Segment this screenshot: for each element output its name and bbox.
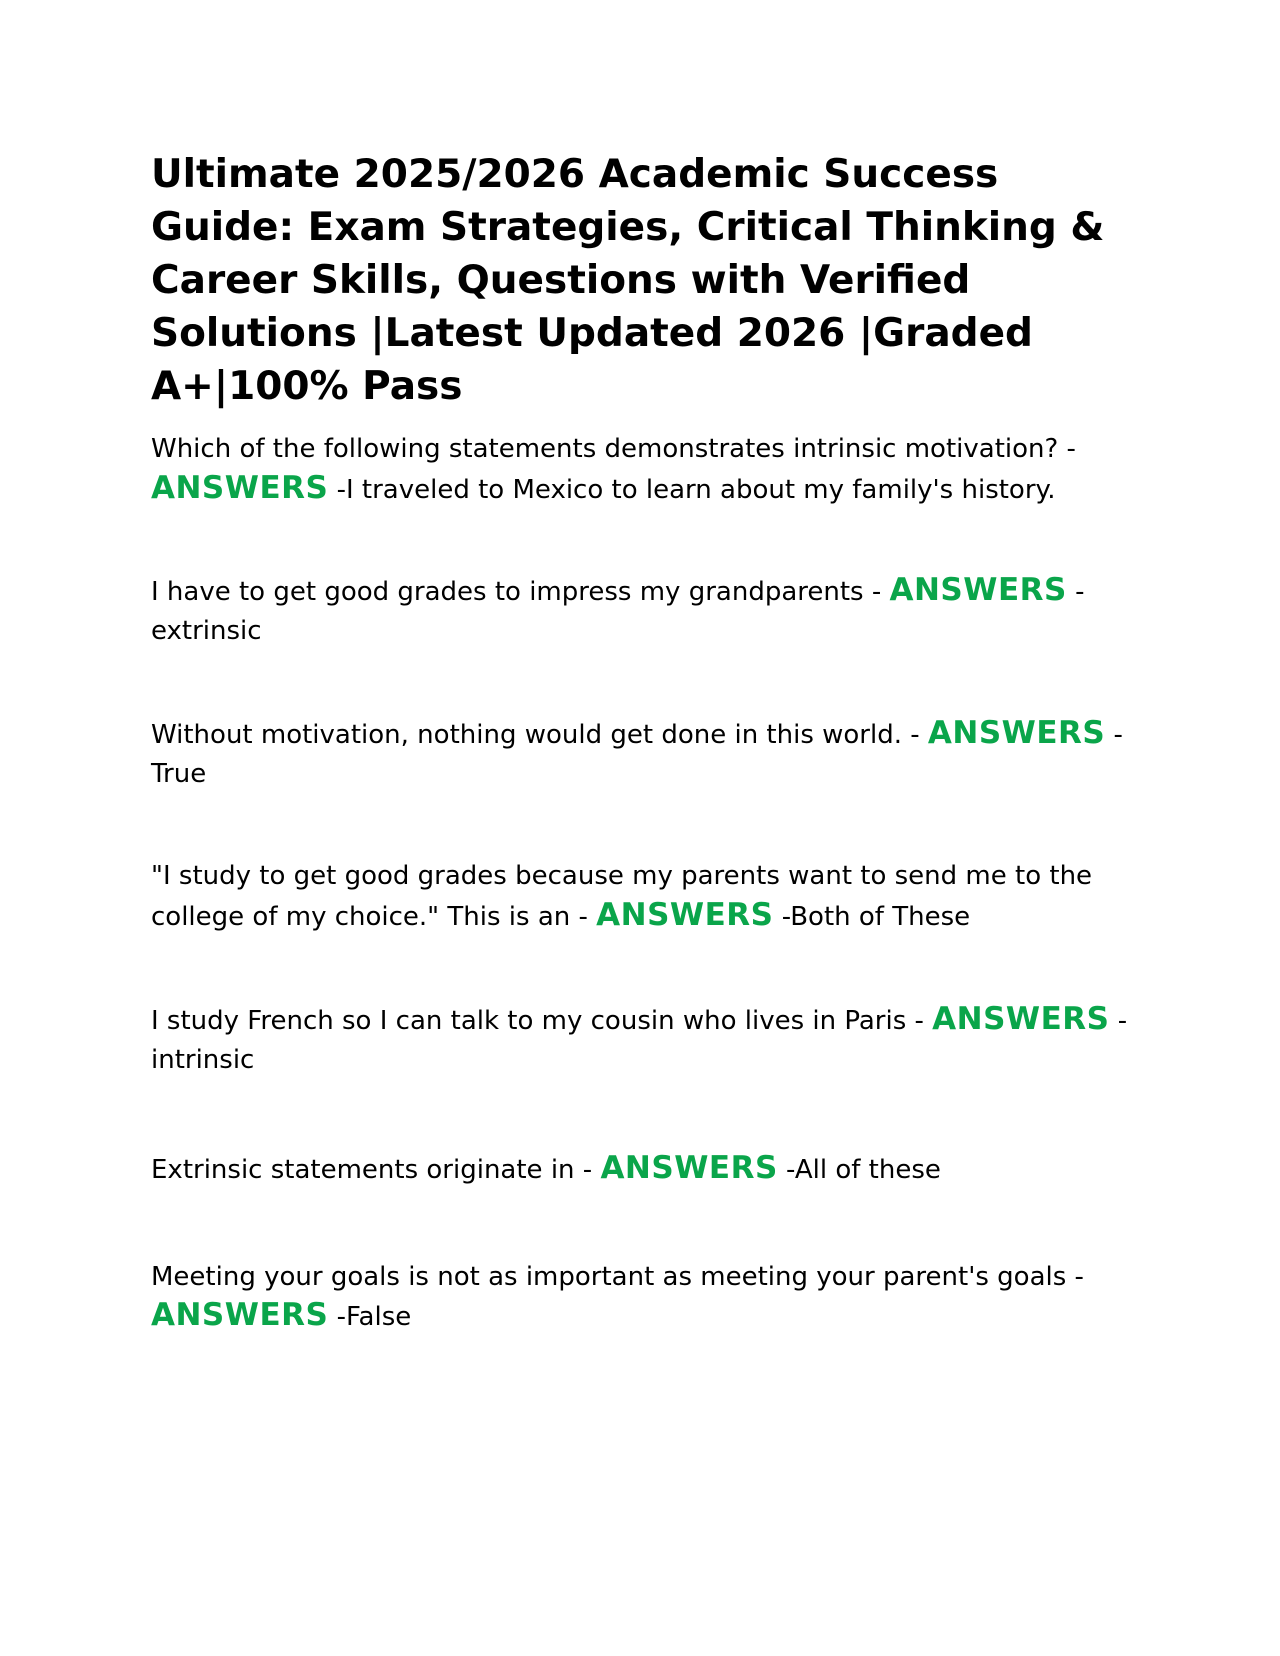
document-page bbox=[151, 148, 1141, 1337]
answer-text: -extrinsic bbox=[151, 577, 1085, 646]
qa-item bbox=[151, 430, 1141, 509]
answers-label: ANSWERS bbox=[932, 1001, 1110, 1037]
answers-label: ANSWERS bbox=[151, 469, 329, 506]
qa-item bbox=[151, 1258, 1141, 1337]
question-text: Without motivation, nothing would get done in this world. - bbox=[151, 720, 928, 750]
question-text: Meeting your goals is not as important as meeting your parent's goals - bbox=[151, 1261, 1084, 1292]
question-text: I have to get good grades to impress my grandparents - bbox=[151, 577, 890, 607]
answers-label: ANSWERS bbox=[600, 1150, 778, 1186]
question-text: "I study to get good grades because my parents want to send me to the college of my choice." This is an - bbox=[151, 861, 1093, 932]
answers-label: ANSWERS bbox=[151, 1297, 329, 1333]
answers-label: ANSWERS bbox=[927, 715, 1106, 751]
answer-text: -I traveled to Mexico to learn about my family's history. bbox=[336, 474, 1056, 505]
answer-text: -intrinsic bbox=[151, 1006, 1128, 1075]
question-text: I study French so I can talk to my cousin who lives in Paris - bbox=[151, 1006, 933, 1036]
qa-item bbox=[151, 857, 1141, 936]
document-title: Ultimate 2025/2026 Academic Success Guide: Exam Strategies, Critical Thinking & Career Skills, Questions with Verified Solutions |Latest Updated 2026 |Graded A+|100% Pass bbox=[151, 152, 1105, 409]
answer-text: -Both of These bbox=[781, 901, 971, 932]
answer-text: -All of these bbox=[786, 1155, 941, 1185]
qa-list bbox=[151, 430, 1141, 1337]
qa-item bbox=[151, 571, 1141, 650]
answers-label: ANSWERS bbox=[596, 896, 774, 933]
question-text: Extrinsic statements originate in - bbox=[151, 1155, 601, 1185]
qa-item bbox=[151, 714, 1141, 793]
answer-text: -True bbox=[151, 720, 1123, 789]
qa-item bbox=[151, 1000, 1141, 1079]
qa-item bbox=[151, 1149, 1141, 1190]
question-text: Which of the following statements demonstrates intrinsic motivation? - bbox=[151, 434, 1076, 464]
answer-text: -False bbox=[336, 1302, 412, 1332]
answers-label: ANSWERS bbox=[889, 572, 1067, 608]
